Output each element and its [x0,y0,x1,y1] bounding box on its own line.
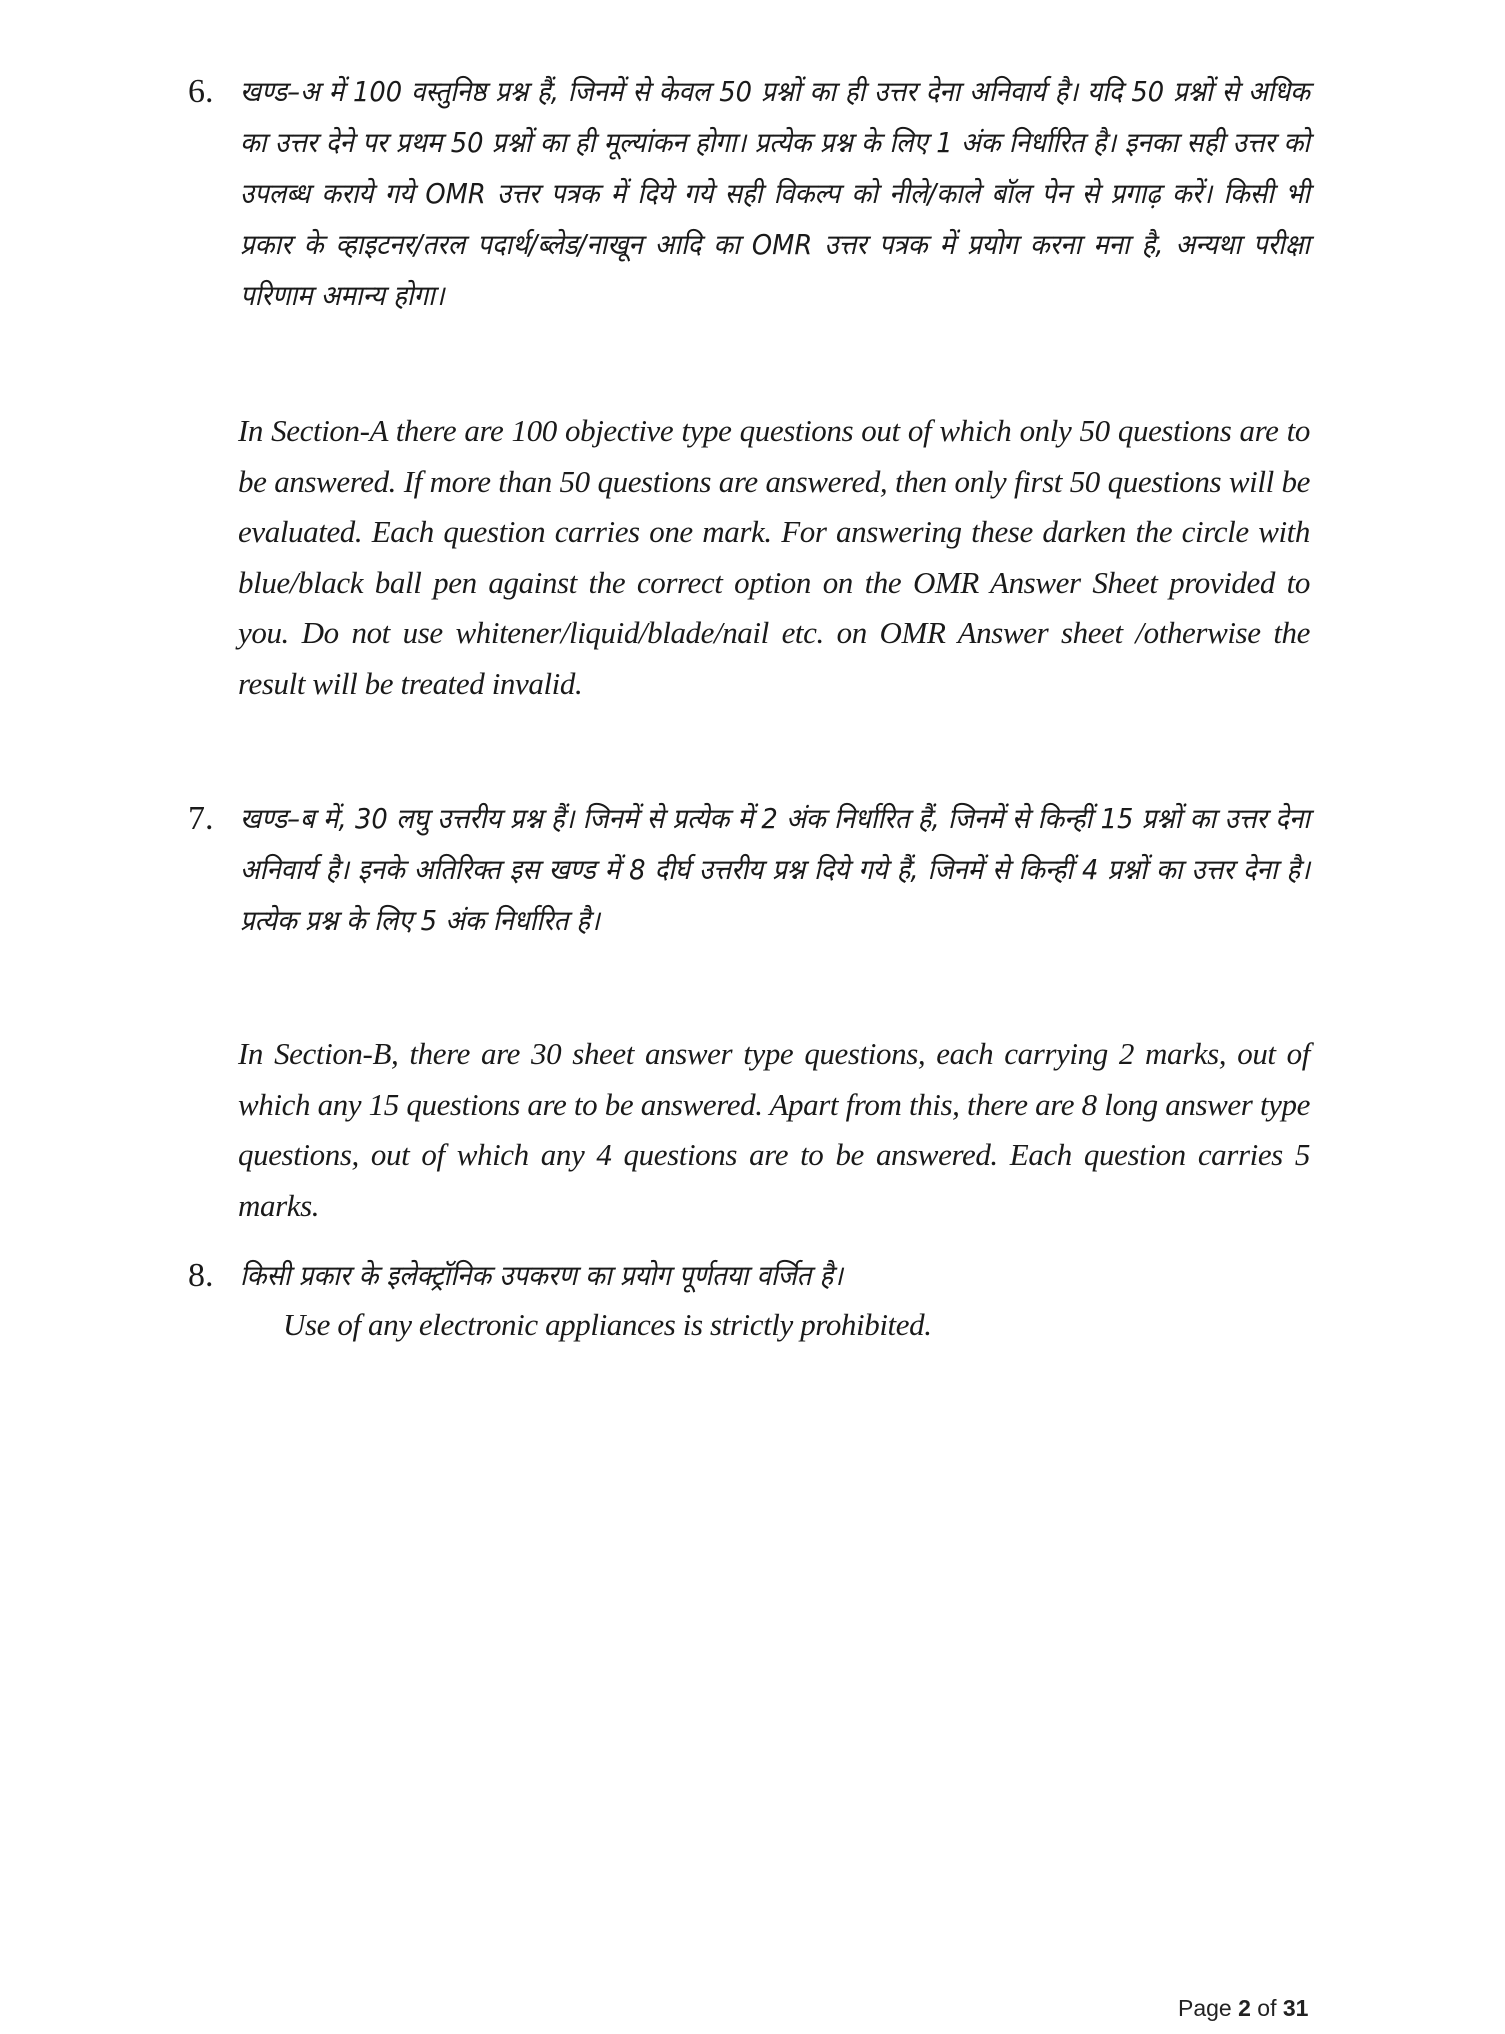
of-label: of [1257,1995,1277,2021]
page-label: Page [1178,1995,1232,2021]
instruction-number: 8. [188,1257,214,1294]
instruction-7 [188,793,1318,1223]
instruction-hindi-text: खण्ड–ब में, 30 लघु उत्तरीय प्रश्न हैं। जिनमें से प्रत्येक में 2 अंक निर्धारित हैं, जिनमें से किन्हीं 15 प्रश्नों का उत्तर देना अनिवार्य है। इनके अतिरिक्त इस खण्ड में 8 दीर्घ उत्तरीय प्रश्न दिये गये हैं, जिनमें से किन्हीं 4 प्रश्नों का उत्तर देना है। प्रत्येक प्रश्न के लिए 5 अंक निर्धारित है। [240,802,1310,937]
instruction-english-text: Use of any electronic appliances is strictly prohibited. [283,1307,932,1342]
instruction-hindi-text: किसी प्रकार के इलेक्ट्रॉनिक उपकरण का प्रयोग पूर्णतया वर्जित है। [240,1259,843,1292]
total-pages-number: 31 [1282,1995,1309,2021]
page-footer [1178,1995,1308,2022]
instruction-8 [188,1250,1318,1360]
instruction-english-text: In Section-B, there are 30 sheet answer type questions, each carrying 2 marks, out of which any 15 questions are to be answered. Apart from this, there are 8 long answer type questions, out of which any 4 questions are to be answered. Each question carries 5 marks. [238,1036,1310,1223]
current-page-number: 2 [1238,1995,1251,2021]
instruction-6 [188,66,1318,786]
instruction-number: 6. [188,73,214,110]
instruction-number: 7. [188,800,214,837]
instruction-english-text: In Section-A there are 100 objective type questions out of which only 50 questions are to be answered. If more than 50 questions are answered, then only first 50 questions will be evaluated. Each question carries one mark. For answering these darken the circle with blue/black ball pen against the correct option on the OMR Answer Sheet provided to you. Do not use whitener/liquid/blade/nail etc. on OMR Answer sheet /otherwise the result will be treated invalid. [238,413,1310,701]
instruction-hindi-text: खण्ड–अ में 100 वस्तुनिष्ठ प्रश्न हैं, जिनमें से केवल 50 प्रश्नों का ही उत्तर देना अनिवार्य है। यदि 50 प्रश्नों से अधिक का उत्तर देने पर प्रथम 50 प्रश्नों का ही मूल्यांकन होगा। प्रत्येक प्रश्न के लिए 1 अंक निर्धारित है। इनका सही उत्तर को उपलब्ध कराये गये OMR उत्तर पत्रक में दिये गये सही विकल्प को नीले/काले बॉल पेन से प्रगाढ़ करें। किसी भी प्रकार के व्हाइटनर/तरल पदार्थ/ब्लेड/नाखून आदि का OMR उत्तर पत्रक में प्रयोग करना मना है, अन्यथा परीक्षा परिणाम अमान्य होगा। [240,75,1310,312]
